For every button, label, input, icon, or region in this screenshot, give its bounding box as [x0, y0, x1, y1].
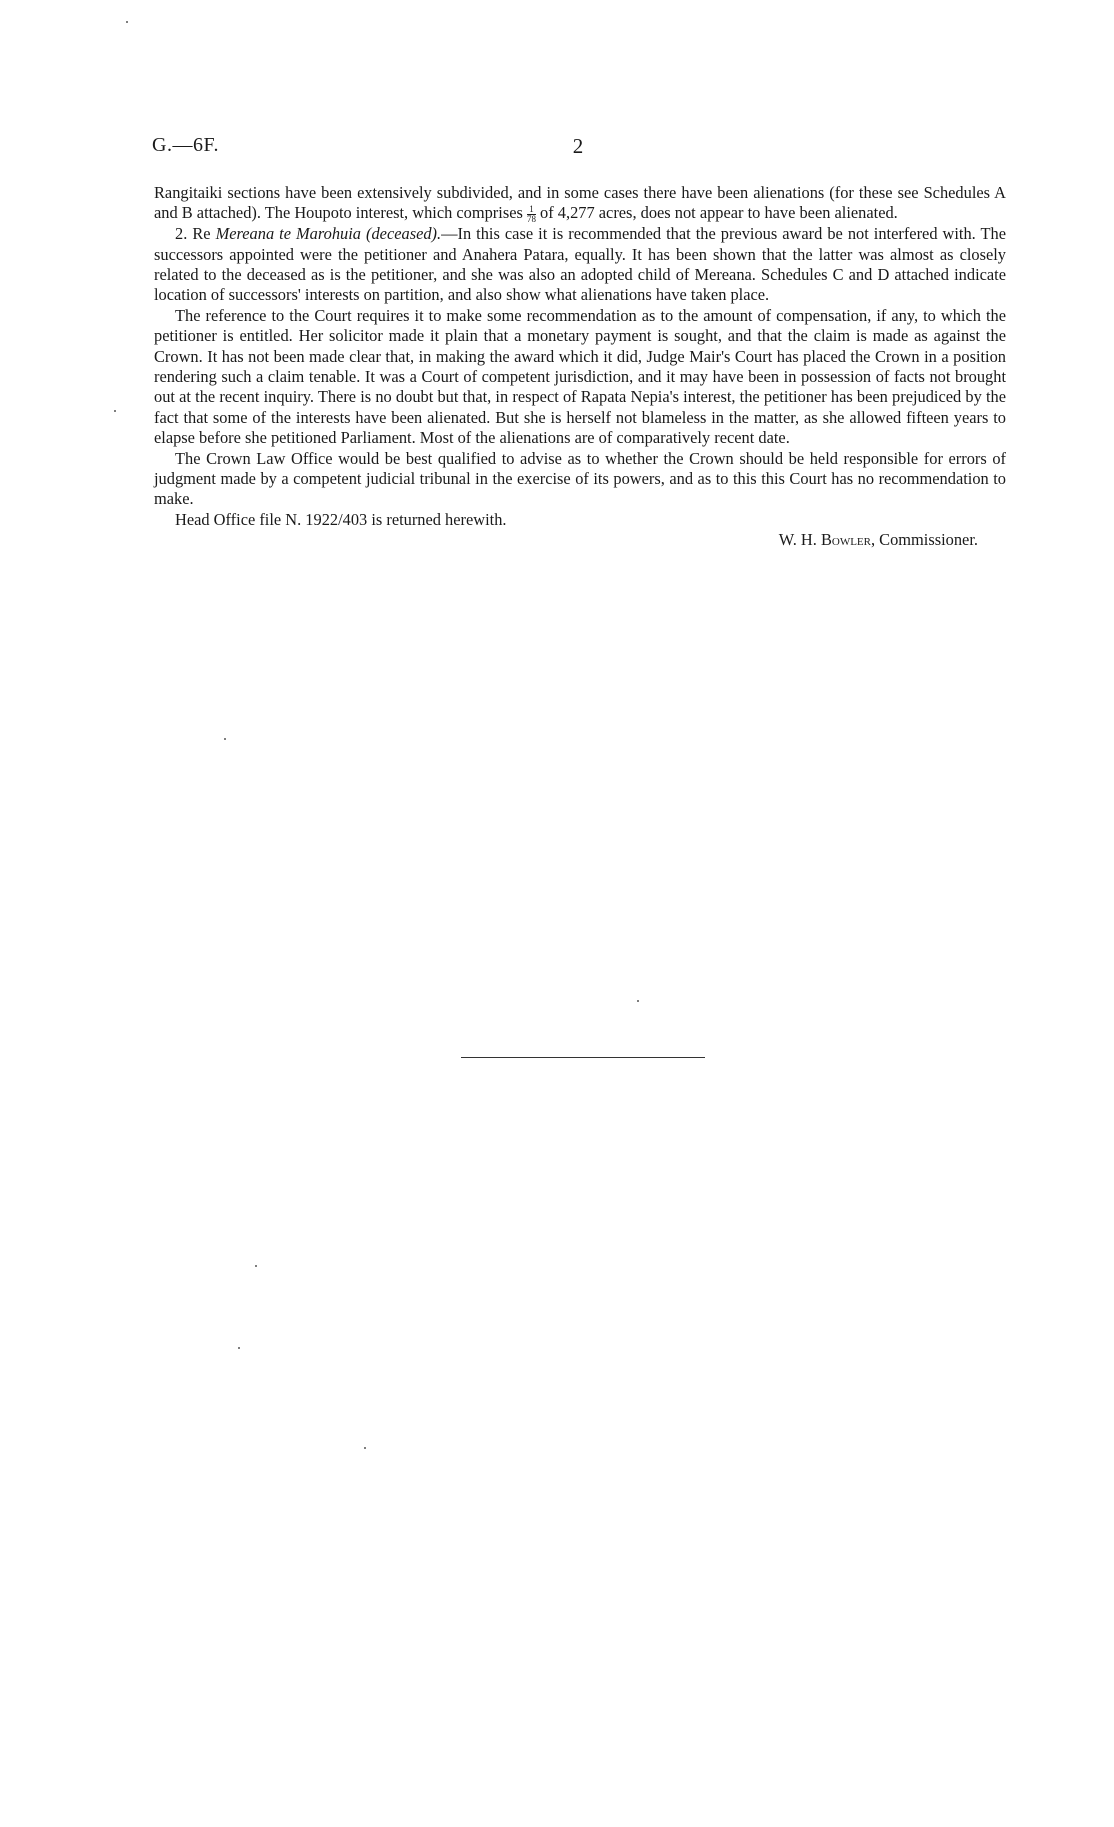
page-header	[152, 134, 1004, 164]
paragraph-2-rest: —In this case it is recommended that the previous award be not interfered with. The successors appointed were the petitioner and Anahera Patara, equally. It has been shown that the latter was almost as closely related to the deceased as is the petitioner, and she was also an adopted child of Mereana. Schedules C and D attached indicate location of successors' interests on partition, and also show what alienations have taken place.	[154, 224, 1006, 305]
signatory-name: W. H. Bowler	[778, 530, 871, 550]
page-number: 2	[572, 134, 584, 158]
scan-speck	[224, 738, 226, 740]
paragraph-3: The reference to the Court requires it to make some recommendation as to the amount of compensation, if any, to which the petitioner is entitled. Her solicitor made it plain that a monetary payment is sought, and that the claim is made as against the Crown. It has not been made clear that, in making the award which it did, Judge Mair's Court has placed the Crown in a position rendering such a claim tenable. It was a Court of competent jurisdiction, and it may have been in possession of facts not brought out at the recent inquiry. There is no doubt but that, in respect of Rapata Nepia's interest, the petitioner has been prejudiced by the fact that some of the interests have been alienated. But she is herself not blameless in the matter, as she allowed fifteen years to elapse before she petitioned Parliament. Most of the alienations are of comparatively recent date.	[154, 305, 1006, 448]
scan-speck	[238, 1347, 240, 1349]
fraction-numerator: 1	[527, 205, 536, 215]
scan-speck	[126, 21, 128, 23]
paragraph-4: The Crown Law Office would be best qualified to advise as to whether the Crown should be held responsible for errors of judgment made by a competent judicial tribunal in the exercise of its powers, and as to this this Court has no recommendation to make.	[154, 448, 1006, 509]
fraction-denominator: 78	[526, 214, 536, 225]
paragraph-2-lead: 2. Re	[175, 224, 216, 244]
reference-suffix: F.	[203, 134, 219, 156]
paragraph-2-case-title: Mereana te Marohuia (deceased).	[215, 224, 442, 244]
scan-speck	[114, 410, 116, 412]
paragraph-1	[154, 183, 1006, 224]
fraction	[527, 205, 536, 224]
paragraph-2	[154, 224, 1006, 306]
paragraph-1-part-b: of 4,277 acres, does not appear to have been alienated.	[535, 203, 898, 223]
end-rule	[461, 1057, 705, 1058]
paragraph-1-part-a: Rangitaiki sections have been extensively subdivided, and in some cases there have been alienations (for these see Schedules A and B attached). The Houpoto interest, which comprises	[154, 183, 1006, 223]
paragraph-5: Head Office file N. 1922/403 is returned herewith.	[175, 509, 507, 529]
scan-speck	[255, 1265, 257, 1267]
body-text	[154, 183, 1006, 551]
signatory-title: , Commissioner.	[870, 530, 978, 550]
signature	[154, 530, 1006, 550]
scan-speck	[364, 1447, 366, 1449]
scan-speck	[637, 1000, 639, 1002]
reference-prefix: G.—6	[152, 134, 204, 156]
